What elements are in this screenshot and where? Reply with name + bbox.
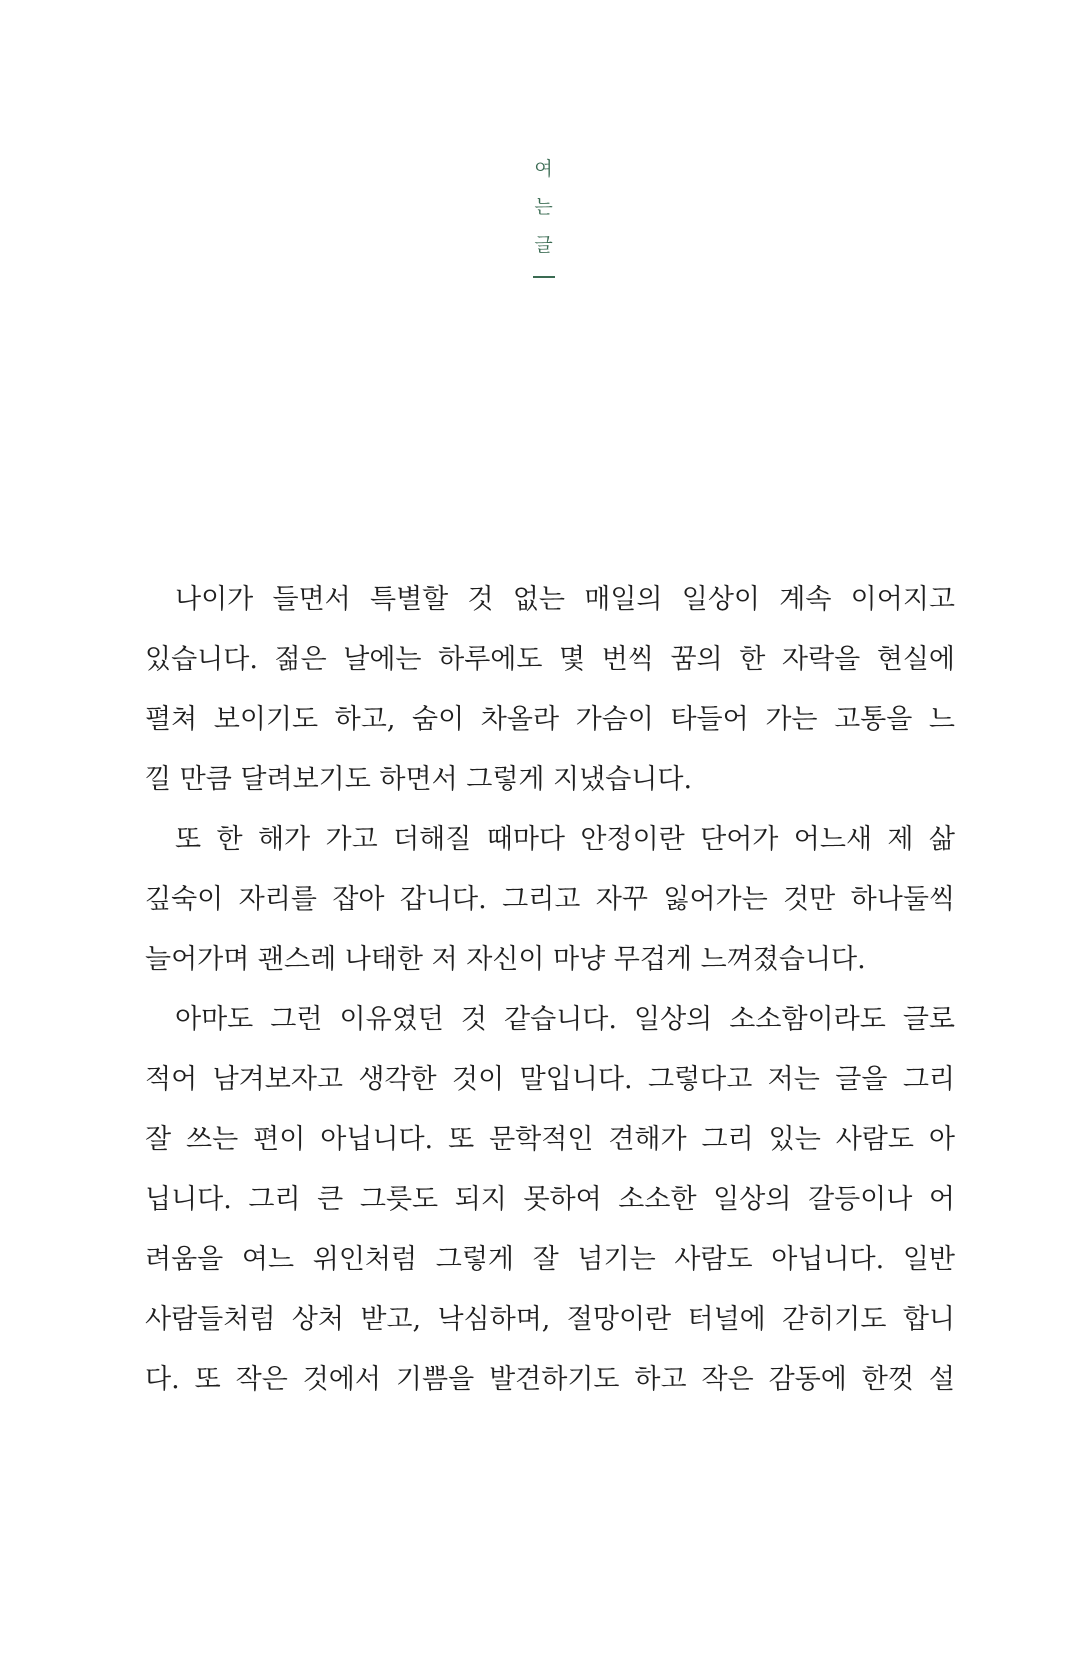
text-line: 펼쳐 보이기도 하고, 숨이 차올라 가슴이 타들어 가는 고통을 느 [145, 704, 955, 735]
text-line: 늘어가며 괜스레 나태한 저 자신이 마냥 무겁게 느껴졌습니다. [145, 944, 866, 975]
title-char-3: 글 [534, 234, 553, 256]
text-line: 낄 만큼 달려보기도 하면서 그렇게 지냈습니다. [145, 764, 693, 795]
text-line: 나이가 들면서 특별할 것 없는 매일의 일상이 계속 이어지고 [175, 584, 955, 615]
section-title [0, 150, 1087, 278]
text-line: 있습니다. 젊은 날에는 하루에도 몇 번씩 꿈의 한 자락을 현실에 [145, 644, 955, 675]
text-line: 잘 쓰는 편이 아닙니다. 또 문학적인 견해가 그리 있는 사람도 아 [145, 1124, 955, 1155]
text-line: 려움을 여느 위인처럼 그렇게 잘 넘기는 사람도 아닙니다. 일반 [145, 1244, 955, 1275]
text-line: 다. 또 작은 것에서 기쁨을 발견하기도 하고 작은 감동에 한껏 설 [145, 1364, 955, 1395]
title-char-1: 여 [534, 158, 553, 180]
text-line: 깊숙이 자리를 잡아 갑니다. 그리고 자꾸 잃어가는 것만 하나둘씩 [145, 884, 955, 915]
title-char-2: 는 [534, 196, 553, 218]
text-line: 적어 남겨보자고 생각한 것이 말입니다. 그렇다고 저는 글을 그리 [145, 1064, 955, 1095]
text-line: 또 한 해가 가고 더해질 때마다 안정이란 단어가 어느새 제 삶 [175, 824, 955, 855]
text-line: 사람들처럼 상처 받고, 낙심하며, 절망이란 터널에 갇히기도 합니 [145, 1304, 955, 1335]
title-rule [533, 276, 555, 278]
text-line: 닙니다. 그리 큰 그릇도 되지 못하여 소소한 일상의 갈등이나 어 [145, 1184, 955, 1215]
text-line: 아마도 그런 이유였던 것 같습니다. 일상의 소소함이라도 글로 [175, 1004, 955, 1035]
body-text [145, 570, 955, 1410]
